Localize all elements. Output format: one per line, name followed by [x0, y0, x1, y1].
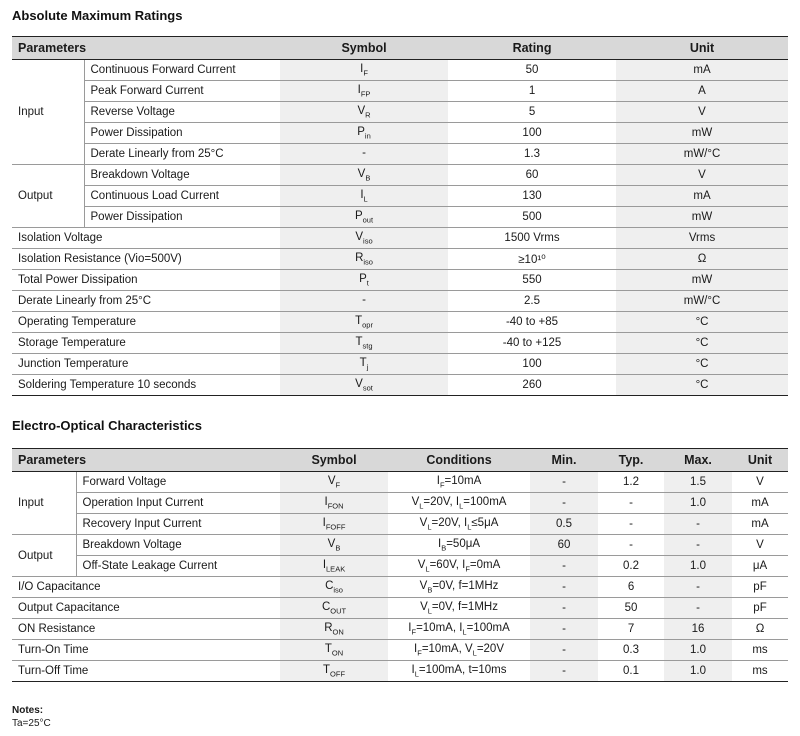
symbol-sub: FP [360, 89, 371, 99]
cond-sub: L [427, 522, 432, 532]
symbol-sub: L [363, 194, 368, 204]
symbol-cell [280, 207, 448, 228]
rating-cell: 100 [448, 354, 616, 375]
symbol-sub: stg [362, 341, 373, 351]
param-cell: Junction Temperature [12, 354, 280, 375]
notes-title: Notes: [12, 705, 44, 716]
conditions-cell [388, 598, 530, 619]
conditions-cell [388, 514, 530, 535]
symbol-cell [280, 165, 448, 186]
cond-var: I [459, 621, 463, 634]
unit-cell: mW [616, 207, 788, 228]
cond-value: =10mA, [421, 642, 465, 655]
conditions-cell [388, 619, 530, 640]
param-cell: Storage Temperature [12, 333, 280, 354]
typ-cell: 7 [598, 619, 664, 640]
symbol-cell [280, 249, 448, 270]
symbol-main: T [324, 642, 332, 655]
symbol-main: V [327, 537, 336, 550]
min-cell: - [530, 619, 598, 640]
unit-cell: Vrms [616, 228, 788, 249]
table-row [12, 312, 788, 333]
symbol-main: - [362, 293, 366, 306]
symbol-sub: OUT [330, 606, 347, 616]
symbol-cell [280, 102, 448, 123]
symbol-main: T [355, 314, 363, 327]
rating-cell: -40 to +125 [448, 333, 616, 354]
cond-value: =20V, [423, 495, 456, 508]
symbol-cell [280, 577, 388, 598]
cond-sub: F [417, 648, 422, 658]
unit-cell: pF [732, 577, 788, 598]
symbol-cell [280, 556, 388, 577]
table-row [12, 598, 788, 619]
symbol-main: C [325, 579, 334, 592]
max-cell: 1.0 [664, 493, 732, 514]
symbol-main: V [327, 474, 336, 487]
notes-text: Ta=25°C [12, 718, 51, 729]
rating-cell: 60 [448, 165, 616, 186]
cond-var: I [408, 621, 412, 634]
unit-cell: V [732, 472, 788, 493]
unit-cell: mW/°C [616, 291, 788, 312]
param-cell: Output Capacitance [12, 598, 280, 619]
table-row [12, 291, 788, 312]
symbol-main: C [321, 600, 331, 613]
max-cell: - [664, 598, 732, 619]
min-cell: - [530, 661, 598, 682]
header-rating: Rating [448, 37, 616, 60]
table-row [12, 514, 788, 535]
param-cell: Total Power Dissipation [12, 270, 280, 291]
max-cell: 1.0 [664, 640, 732, 661]
unit-cell: mA [616, 186, 788, 207]
conditions-cell [388, 640, 530, 661]
param-cell: Power Dissipation [84, 207, 280, 228]
header-min: Min. [530, 449, 598, 472]
cond-sub: L [462, 627, 467, 637]
table-row [12, 270, 788, 291]
symbol-main: P [354, 209, 363, 222]
param-cell: Operating Temperature [12, 312, 280, 333]
symbol-sub: B [335, 543, 341, 553]
cond-value: ≤5μA [471, 516, 499, 529]
symbol-sub: ON [332, 627, 344, 637]
group-label: Output [12, 535, 76, 577]
cond-var: I [411, 663, 415, 676]
abs-max-header-row [12, 37, 788, 60]
cond-sub: F [439, 480, 445, 490]
symbol-cell [280, 535, 388, 556]
table-row [12, 186, 788, 207]
header-unit: Unit [616, 37, 788, 60]
cond-sub: L [467, 522, 472, 532]
symbol-cell [280, 375, 448, 396]
symbol-sub: F [363, 68, 368, 78]
unit-cell: °C [616, 312, 788, 333]
param-cell: Off-State Leakage Current [76, 556, 280, 577]
symbol-main: I [360, 62, 364, 75]
cond-sub: L [414, 669, 419, 679]
symbol-sub: opr [362, 320, 373, 330]
param-cell: Continuous Forward Current [84, 60, 280, 81]
cond-var: V [464, 642, 473, 655]
table-row [12, 207, 788, 228]
unit-cell: mA [616, 60, 788, 81]
header-max: Max. [664, 449, 732, 472]
header-symbol: Symbol [280, 37, 448, 60]
header-unit: Unit [732, 449, 788, 472]
max-cell: 1.5 [664, 472, 732, 493]
rating-cell: 130 [448, 186, 616, 207]
symbol-main: I [322, 516, 326, 529]
rating-cell: 1 [448, 81, 616, 102]
table-row [12, 661, 788, 682]
symbol-sub: ON [331, 648, 344, 658]
unit-cell: mA [732, 493, 788, 514]
header-typ: Typ. [598, 449, 664, 472]
symbol-main: R [324, 621, 333, 634]
conditions-cell [388, 556, 530, 577]
group-label: Output [12, 165, 84, 228]
symbol-main: V [357, 167, 366, 180]
symbol-sub: R [365, 110, 371, 120]
cond-value: =20V, [431, 516, 464, 529]
symbol-sub: F [335, 480, 341, 490]
symbol-cell [280, 60, 448, 81]
rating-cell: 500 [448, 207, 616, 228]
conditions-cell [388, 472, 530, 493]
max-cell: 1.0 [664, 661, 732, 682]
symbol-main: R [355, 251, 364, 264]
table-row [12, 493, 788, 514]
cond-sub: L [425, 564, 430, 574]
electro-header-row [12, 449, 788, 472]
group-label: Input [12, 472, 76, 535]
conditions-cell [388, 577, 530, 598]
symbol-sub: iso [333, 585, 343, 595]
cond-value: =60V, [429, 558, 463, 571]
symbol-main: T [359, 356, 367, 369]
cond-sub: L [459, 501, 464, 511]
cond-value: =10mA [444, 474, 482, 487]
cond-sub: F [411, 627, 417, 637]
abs-max-table [12, 36, 788, 396]
symbol-main: P [359, 272, 367, 285]
param-cell: Reverse Voltage [84, 102, 280, 123]
unit-cell: Ω [616, 249, 788, 270]
unit-cell: V [732, 535, 788, 556]
symbol-cell [280, 144, 448, 165]
symbol-main: V [355, 377, 363, 390]
symbol-main: P [357, 125, 365, 138]
header-symbol: Symbol [280, 449, 388, 472]
table-row [12, 472, 788, 493]
param-cell: Derate Linearly from 25°C [84, 144, 280, 165]
table-row [12, 535, 788, 556]
unit-cell: pF [732, 598, 788, 619]
symbol-cell [280, 123, 448, 144]
rating-cell: 260 [448, 375, 616, 396]
conditions-cell [388, 535, 530, 556]
table-row [12, 249, 788, 270]
max-cell: - [664, 514, 732, 535]
table-row [12, 577, 788, 598]
symbol-main: T [323, 663, 331, 676]
electro-title: Electro-Optical Characteristics [12, 418, 203, 433]
symbol-sub: in [364, 131, 371, 141]
rating-cell: 50 [448, 60, 616, 81]
param-cell: Breakdown Voltage [76, 535, 280, 556]
max-cell: 16 [664, 619, 732, 640]
typ-cell: 6 [598, 577, 664, 598]
symbol-sub: sot [362, 383, 373, 393]
symbol-cell [280, 228, 448, 249]
max-cell: - [664, 535, 732, 556]
cond-sub: F [465, 564, 470, 574]
symbol-sub: iso [363, 236, 373, 246]
cond-value: =100mA [463, 495, 507, 508]
table-row [12, 228, 788, 249]
unit-cell: V [616, 102, 788, 123]
symbol-cell [280, 598, 388, 619]
min-cell: 0.5 [530, 514, 598, 535]
unit-cell: mW [616, 123, 788, 144]
cond-value: =0V, f=1MHz [432, 579, 499, 592]
header-parameters: Parameters [12, 449, 280, 472]
unit-cell: °C [616, 375, 788, 396]
rating-cell: 1.3 [448, 144, 616, 165]
min-cell: - [530, 640, 598, 661]
group-label: Input [12, 60, 84, 165]
cond-value: =10mA, [416, 621, 460, 634]
min-cell: 60 [530, 535, 598, 556]
rating-cell: 2.5 [448, 291, 616, 312]
cond-value: =20V [476, 642, 504, 655]
symbol-main: V [355, 230, 364, 243]
conditions-cell [388, 661, 530, 682]
notes [12, 704, 51, 730]
symbol-main: I [360, 188, 364, 201]
unit-cell: A [616, 81, 788, 102]
table-row [12, 102, 788, 123]
cond-sub: L [427, 606, 432, 616]
param-cell: Continuous Load Current [84, 186, 280, 207]
header-parameters: Parameters [12, 37, 280, 60]
cond-var: V [419, 579, 428, 592]
param-cell: Power Dissipation [84, 123, 280, 144]
cond-var: I [455, 495, 460, 508]
symbol-cell [280, 81, 448, 102]
typ-cell: 0.3 [598, 640, 664, 661]
unit-cell: mW/°C [616, 144, 788, 165]
abs-max-title: Absolute Maximum Ratings [12, 8, 183, 23]
rating-cell: 5 [448, 102, 616, 123]
symbol-main: I [322, 558, 327, 571]
table-row [12, 556, 788, 577]
symbol-cell [280, 493, 388, 514]
cond-var: V [417, 558, 426, 571]
typ-cell: - [598, 493, 664, 514]
symbol-cell [280, 186, 448, 207]
min-cell: - [530, 556, 598, 577]
symbol-main: I [357, 83, 361, 96]
symbol-main: - [362, 146, 366, 159]
param-cell: I/O Capacitance [12, 577, 280, 598]
symbol-cell [280, 354, 448, 375]
unit-cell: ms [732, 661, 788, 682]
symbol-sub: OFF [330, 669, 346, 679]
param-cell: Operation Input Current [76, 493, 280, 514]
param-cell: Recovery Input Current [76, 514, 280, 535]
table-row [12, 123, 788, 144]
table-row [12, 619, 788, 640]
symbol-sub: FOFF [325, 522, 346, 532]
rating-cell: 100 [448, 123, 616, 144]
cond-value: =100mA, t=10ms [418, 663, 507, 676]
cond-value: =0mA [469, 558, 501, 571]
cond-var: V [419, 516, 428, 529]
symbol-sub: t [366, 278, 369, 288]
param-cell: ON Resistance [12, 619, 280, 640]
rating-cell: -40 to +85 [448, 312, 616, 333]
cond-var: I [436, 474, 440, 487]
table-row [12, 81, 788, 102]
symbol-cell [280, 661, 388, 682]
unit-cell: °C [616, 354, 788, 375]
rating-cell: 550 [448, 270, 616, 291]
table-row [12, 375, 788, 396]
unit-cell: Ω [732, 619, 788, 640]
symbol-sub: j [366, 362, 369, 372]
header-conditions: Conditions [388, 449, 530, 472]
min-cell: - [530, 493, 598, 514]
symbol-cell [280, 640, 388, 661]
min-cell: - [530, 472, 598, 493]
symbol-main: V [357, 104, 366, 117]
cond-var: V [411, 495, 420, 508]
param-cell: Derate Linearly from 25°C [12, 291, 280, 312]
param-cell: Peak Forward Current [84, 81, 280, 102]
symbol-sub: B [365, 173, 371, 183]
param-cell: Isolation Voltage [12, 228, 280, 249]
max-cell: - [664, 577, 732, 598]
typ-cell: - [598, 514, 664, 535]
symbol-cell [280, 619, 388, 640]
typ-cell: 1.2 [598, 472, 664, 493]
symbol-cell [280, 514, 388, 535]
cond-sub: B [441, 543, 447, 553]
unit-cell: μA [732, 556, 788, 577]
min-cell: - [530, 598, 598, 619]
typ-cell: 50 [598, 598, 664, 619]
electro-table [12, 448, 788, 682]
cond-value: =100mA [466, 621, 510, 634]
table-row [12, 354, 788, 375]
symbol-cell [280, 270, 448, 291]
cond-var: I [438, 537, 442, 550]
symbol-cell [280, 333, 448, 354]
cond-var: V [420, 600, 428, 613]
symbol-main: T [355, 335, 363, 348]
typ-cell: 0.1 [598, 661, 664, 682]
symbol-sub: iso [363, 257, 373, 267]
param-cell: Turn-Off Time [12, 661, 280, 682]
cond-var: I [414, 642, 418, 655]
table-row [12, 60, 788, 81]
symbol-sub: LEAK [326, 564, 346, 574]
param-cell: Forward Voltage [76, 472, 280, 493]
unit-cell: mW [616, 270, 788, 291]
symbol-sub: FON [327, 501, 344, 511]
param-cell: Turn-On Time [12, 640, 280, 661]
symbol-cell [280, 291, 448, 312]
typ-cell: - [598, 535, 664, 556]
min-cell: - [530, 577, 598, 598]
table-row [12, 333, 788, 354]
cond-sub: L [472, 648, 477, 658]
unit-cell: °C [616, 333, 788, 354]
cond-value: =50μA [446, 537, 481, 550]
rating-cell: ≥10¹⁰ [448, 249, 616, 270]
unit-cell: ms [732, 640, 788, 661]
cond-sub: B [427, 585, 433, 595]
symbol-main: I [324, 495, 328, 508]
typ-cell: 0.2 [598, 556, 664, 577]
symbol-cell [280, 472, 388, 493]
rating-cell: 1500 Vrms [448, 228, 616, 249]
conditions-cell [388, 493, 530, 514]
param-cell: Soldering Temperature 10 seconds [12, 375, 280, 396]
cond-var: I [464, 516, 468, 529]
param-cell: Breakdown Voltage [84, 165, 280, 186]
symbol-cell [280, 312, 448, 333]
cond-var: I [462, 558, 466, 571]
cond-sub: L [419, 501, 424, 511]
symbol-sub: out [362, 215, 374, 225]
table-row [12, 165, 788, 186]
unit-cell: mA [732, 514, 788, 535]
max-cell: 1.0 [664, 556, 732, 577]
param-cell: Isolation Resistance (Vio=500V) [12, 249, 280, 270]
unit-cell: V [616, 165, 788, 186]
table-row [12, 144, 788, 165]
cond-value: =0V, f=1MHz [431, 600, 498, 613]
table-row [12, 640, 788, 661]
